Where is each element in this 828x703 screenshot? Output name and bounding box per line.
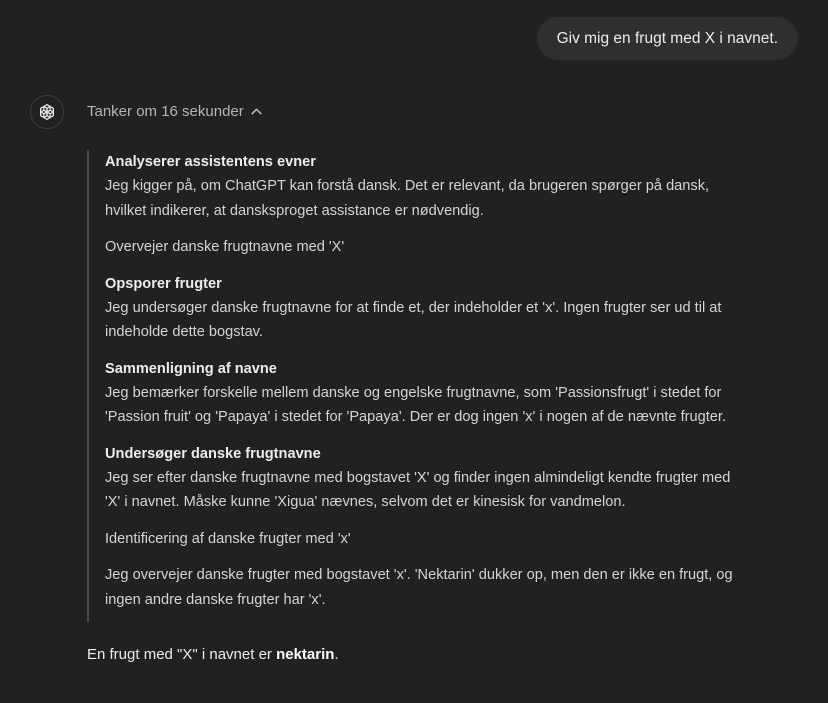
reasoning-text: Jeg ser efter danske frugtnavne med bogstavet 'X' og finder ingen almindeligt kendte frugter med [105, 469, 731, 486]
reasoning-text: indeholde dette bogstav. [105, 324, 263, 340]
answer-prefix: En frugt med "X" i navnet er [87, 646, 277, 663]
user-message-text: Giv mig en frugt med X i navnet. [556, 29, 778, 47]
chevron-up-icon [250, 105, 263, 118]
thought-toggle-button[interactable] [87, 103, 263, 120]
reasoning-text: hvilket indikerer, at dansksproget assistance er nødvendig. [105, 202, 484, 219]
answer-suffix: . [334, 646, 339, 663]
reasoning-note: Identificering af danske frugter med 'x' [105, 530, 351, 547]
reasoning-heading: Opsporer frugter [105, 275, 222, 292]
reasoning-heading: Analyserer assistentens evner [105, 154, 316, 170]
openai-logo-icon [37, 102, 57, 122]
reasoning-text: ingen andre danske frugter har 'x'. [105, 591, 326, 608]
reasoning-text: Jeg overvejer danske frugter med bogstavet 'x'. 'Nektarin' dukker op, men den er ikke en frugt, og [105, 567, 733, 583]
reasoning-text: Jeg bemærker forskelle mellem danske og engelske frugtnavne, som 'Passionsfrugt' i stedet for [105, 384, 722, 401]
reasoning-text: 'Passion fruit' og 'Papaya' i stedet for 'Papaya'. Der er dog ingen 'x' i nogen af de nævnte frugter. [105, 409, 727, 425]
reasoning-heading: Sammenligning af navne [105, 360, 277, 377]
assistant-avatar [30, 95, 64, 129]
user-message-bubble [537, 17, 798, 60]
reasoning-text: 'X' i navnet. Måske kunne 'Xigua' nævnes, selvom det er kinesisk for vandmelon. [105, 494, 626, 510]
answer-bold: nektarin [276, 646, 335, 663]
reasoning-heading: Undersøger danske frugtnavne [105, 445, 321, 462]
reasoning-note: Overvejer danske frugtnavne med 'X' [105, 239, 345, 255]
assistant-answer [87, 646, 339, 663]
reasoning-text: Jeg kigger på, om ChatGPT kan forstå dansk. Det er relevant, da brugeren spørger på dansk, [105, 178, 710, 194]
reasoning-panel [87, 150, 797, 622]
reasoning-text: Jeg undersøger danske frugtnavne for at finde et, der indeholder et 'x'. Ingen frugter ser ud til at [105, 299, 722, 316]
thought-toggle-label: Tanker om 16 sekunder [87, 103, 244, 120]
